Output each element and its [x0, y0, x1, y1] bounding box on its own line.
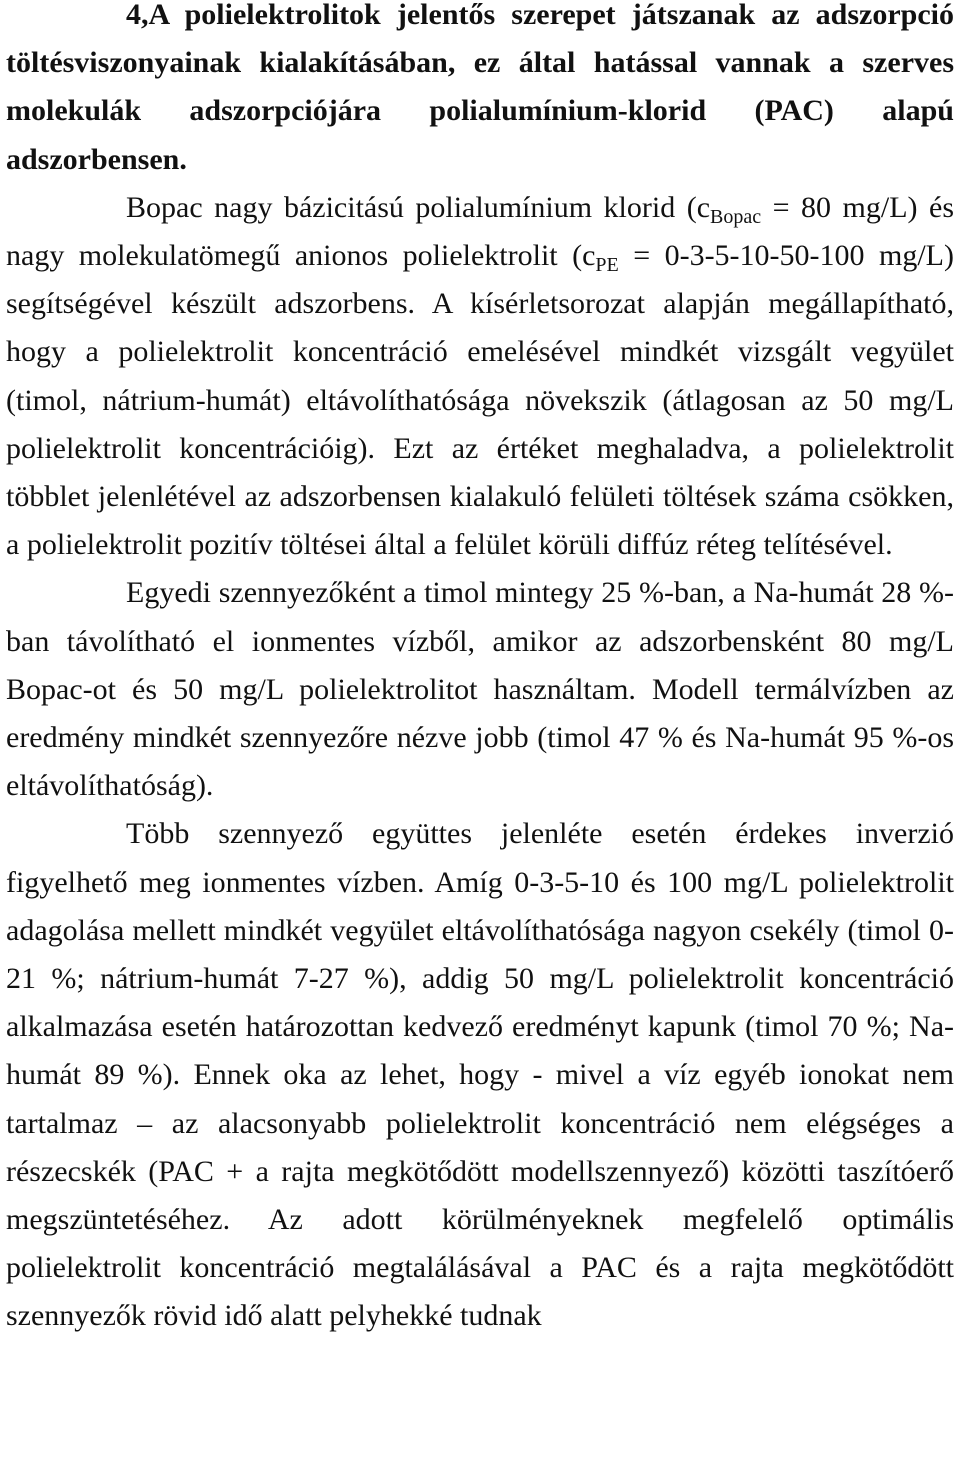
paragraph-2: Egyedi szennyezőként a timol mintegy 25 %-ban, a Na-humát 28 %-ban távolítható el ionmentes vízből, amikor az adszorbensként 80 mg/L Bopac-ot és 50 mg/L polielektrolitot használtam. Modell termálvízben az eredmény mindkét szennyezőre nézve jobb (timol 47 % és Na-humát 95 %-os eltávolíthatóság). [6, 576, 954, 803]
paragraph-1-text-a: Bopac nagy bázicitású polialumínium klorid (c [126, 190, 711, 224]
paragraph-1-text-b: = 80 mg/L) és nagy molekulatömegű anionos polielektrolit (c [6, 190, 954, 273]
thesis-heading: 4,A polielektrolitok jelentős szerepet játszanak az adszorpció töltésviszonyainak kialakításában, ez által hatással vannak a szerves molekulák adszorpciójára polialumínium-klorid (PAC) alapú adszorbensen. [6, 0, 954, 176]
paragraph-1 [6, 184, 954, 570]
paragraph-1-text-c: = 0-3-5-10-50-100 mg/L) segítségével készült adszorbens. A kísérletsorozat alapján megállapítható, hogy a polielektrolit koncentráció emelésével mindkét vizsgált vegyület (timol, nátrium-humát) eltávolíthatósága növekszik (átlagosan az 50 mg/L polielektrolit koncentrációig). Ezt az értéket meghaladva, a polielektrolit többlet jelenlétével az adszorbensen kialakuló felületi töltések száma csökken, a polielektrolit pozitív töltései által a felület körüli diffúz réteg telítésével. [6, 239, 954, 562]
subscript-pe: PE [595, 254, 619, 277]
paragraph-3: Több szennyező együttes jelenléte esetén érdekes inverzió figyelhető meg ionmentes vízben. Amíg 0-3-5-10 és 100 mg/L polielektrolit adagolása mellett mindkét vegyület eltávolíthatósága nagyon csekély (timol 0-21 %; nátrium-humát 7-27 %), addig 50 mg/L polielektrolit koncentráció alkalmazása esetén határozottan kedvező eredményt kapunk (timol 70 %; Na-humát 89 %). Ennek oka az lehet, hogy - mivel a víz egyéb ionokat nem tartalmaz – az alacsonyabb polielektrolit koncentráció nem elégséges a részecskék (PAC + a rajta megkötődött modellszennyező) közötti taszítóerő megszüntetéséhez. Az adott körülményeknek megfelelő optimális polielektrolit koncentráció megtalálásával a PAC és a rajta megkötődött szennyezők rövid idő alatt pelyhekké tudnak [6, 817, 954, 1333]
subscript-bopac: Bopac [710, 205, 762, 228]
